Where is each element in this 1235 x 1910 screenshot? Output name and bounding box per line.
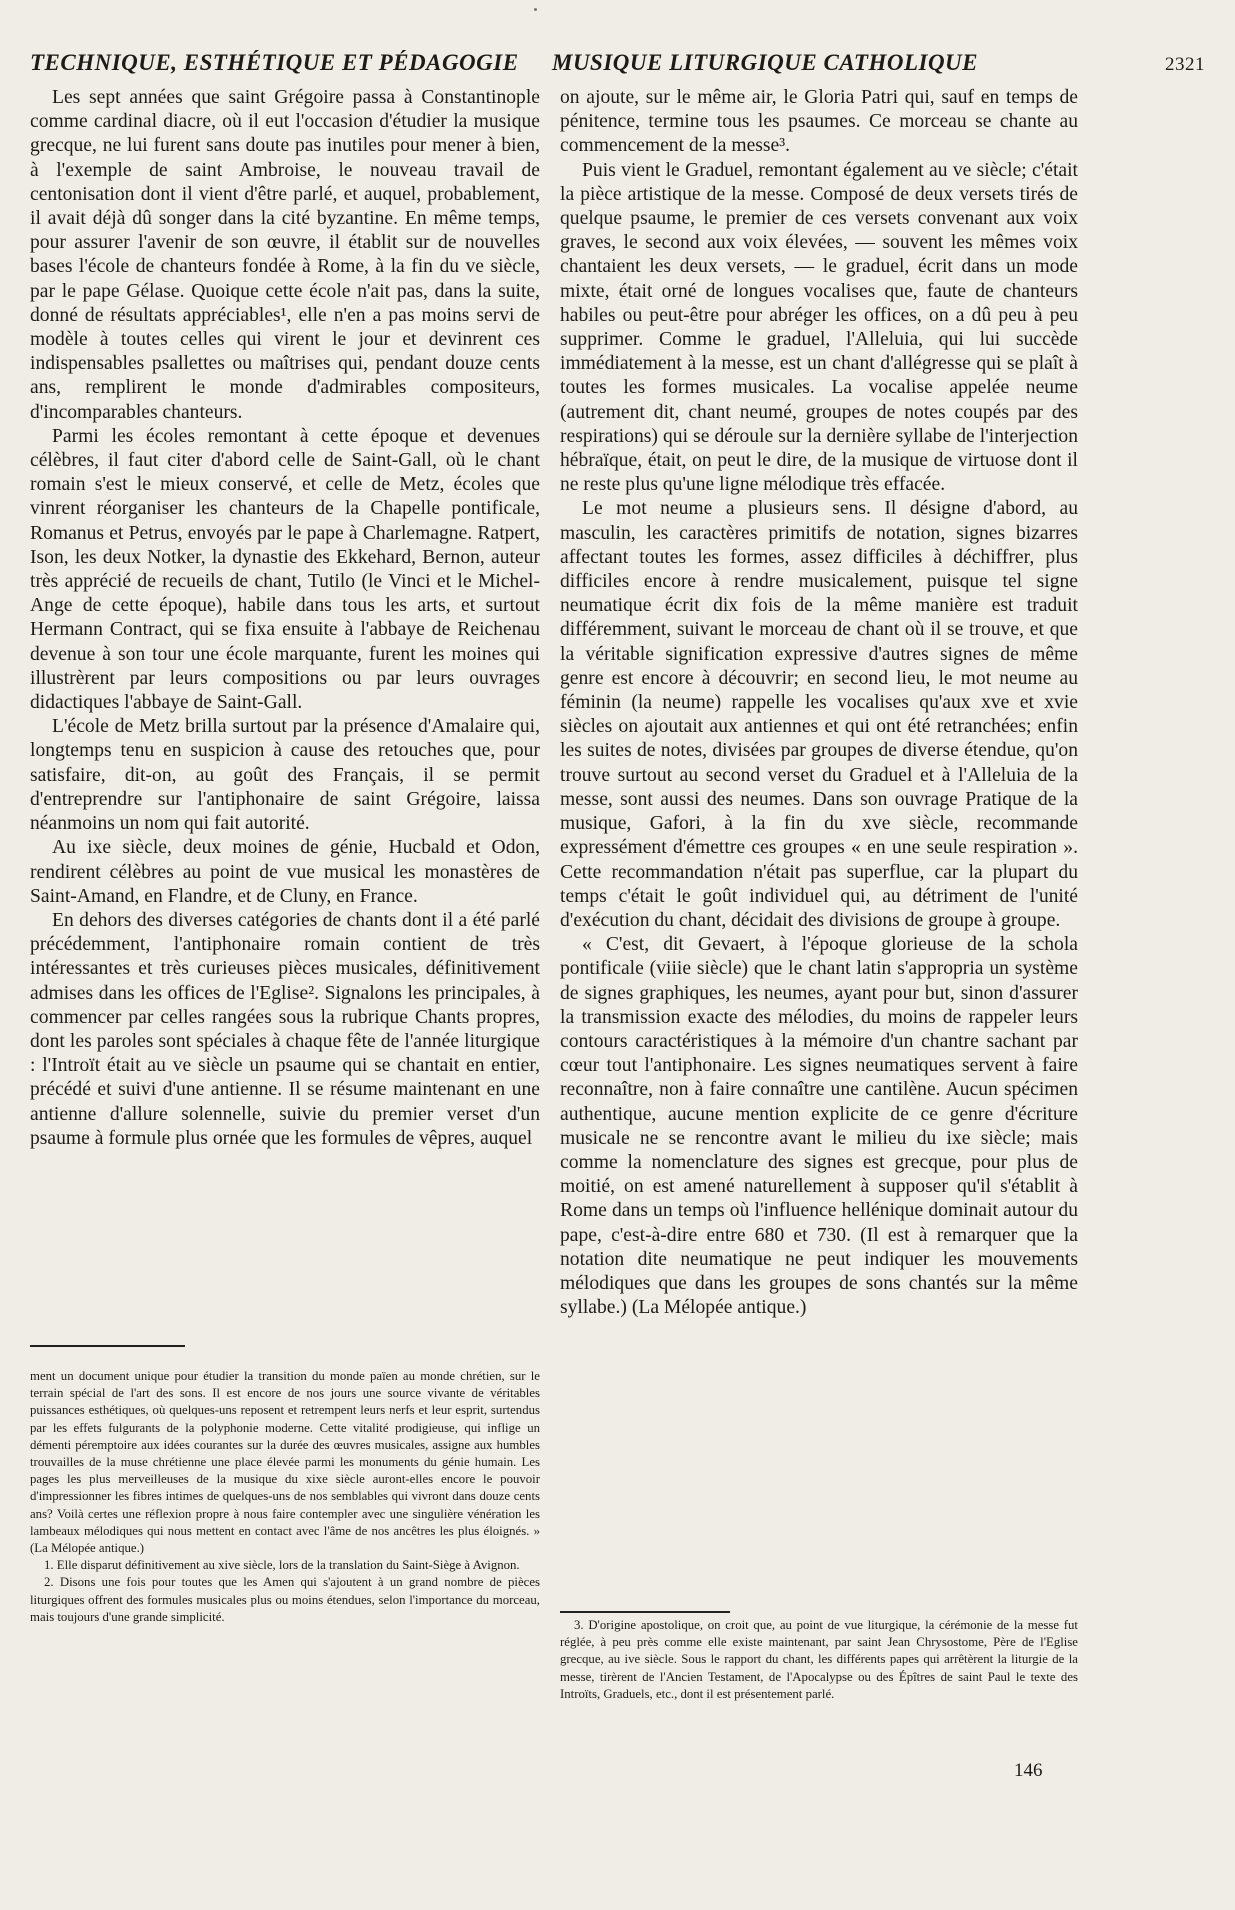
paragraph: Les sept années que saint Grégoire passa à Constantinople comme cardinal diacre, où il eut l'occasion d'étudier la musique grecque, ne lui furent sans doute pas inutiles pour mener à bien, à l'exemple de saint Ambroise, le nouveau travail de centonisation dont il vient d'être parlé, et auquel, probablement, il avait déjà dû songer dans la cité byzantine. En même temps, pour assurer l'avenir de son œuvre, il établit sur de nouvelles bases l'école de chanteurs fondée à Rome, à la fin du ve siècle, par le pape Gélase. Quoique cette école n'ait pas, dans la suite, donné de résultats appréciables¹, elle n'en a pas moins servi de modèle à toutes celles qui virent le jour et devinrent ces indispensables psallettes ou maîtrises qui, pendant douze cents ans, remplirent le monde d'admirables compositeurs, d'incomparables chanteurs.: [30, 87, 540, 423]
paragraph: Le mot neume a plusieurs sens. Il désigne d'abord, au masculin, les caractères primitifs de notation, signes bizarres affectant toutes les formes, assez difficiles à déchiffrer, plus difficiles encore à rendre musicalement, puisque tel signe neumatique écrit dix fois de la même manière est traduit différemment, suivant le morceau de chant où il se trouve, et que la véritable signification expressive d'autres signes de même genre est encore à découvrir; en second lieu, le mot neume au féminin (la neume) rappelle les vocalises qu'aux xve et xvie siècles on ajoutait aux antiennes et qui ont été retranchées; enfin les suites de notes, divisées par groupes de diverse étendue, qu'on trouve surtout au second verset du Graduel et à l'Alleluia de la messe, sont aussi des neumes. Dans son ouvrage Pratique de la musique, Gafori, à la fin du xve siècle, recommande expressément d'émettre ces groupes « en une seule respiration ». Cette recommandation n'était pas superflue, car la plupart du temps c'était le goût individuel qui, au détriment de l'unité d'exécution du chant, décidait des divisions de groupe à groupe.: [560, 498, 1078, 931]
paragraph: on ajoute, sur le même air, le Gloria Patri qui, sauf en temps de pénitence, termine tous les psaumes. Ce morceau se chante au commencement de la messe³.: [560, 87, 1078, 157]
footnote: 2. Disons une fois pour toutes que les Amen qui s'ajoutent à un grand nombre de pièces liturgiques offrent des formules musicales plus ou moins étendues, selon l'importance du morceau, mais toujours d'une grande simplicité.: [30, 1575, 540, 1624]
paragraph: Parmi les écoles remontant à cette époque et devenues célèbres, il faut citer d'abord celle de Saint-Gall, où le chant romain s'est le mieux conservé, et celle de Metz, écoles que vinrent réorganiser les chanteurs de la Chapelle pontificale, Romanus et Petrus, envoyés par le pape à Charlemagne. Ratpert, Ison, les deux Notker, la dynastie des Ekkehard, Bernon, auteur très apprécié de recueils de chant, Tutilo (le Vinci et le Michel-Ange de cette époque), habile dans tous les arts, et surtout Hermann Contract, qui se fixa ensuite à l'abbaye de Reichenau devenue à son tour une école marquante, furent les moines qui illustrèrent par leurs compositions ou par leurs ouvrages didactiques l'abbaye de Saint-Gall.: [30, 425, 540, 714]
left-footnotes: [30, 1368, 540, 1624]
right-footnotes: [560, 1617, 1078, 1737]
paragraph: En dehors des diverses catégories de chants dont il a été parlé précédemment, l'antiphonaire romain contient de très intéressantes et très curieuses pièces musicales, définitivement admises dans les offices de l'Eglise². Signalons les principales, à commencer par celles rangées sous la rubrique Chants propres, dont les paroles sont spéciales à chaque fête de l'année liturgique : l'Introït était au ve siècle un psaume qui se chantait en entier, précédé et suivi d'une antienne. Il se résume maintenant en une antienne d'allure solennelle, suivie du premier verset d'un psaume à formule plus ornée que les formules de vêpres, auquel: [30, 909, 540, 1149]
header-page-number: 2321: [1165, 54, 1205, 75]
running-header: [30, 42, 1205, 82]
right-column: [560, 86, 1078, 1606]
left-column: [30, 86, 540, 1334]
folio-number: 146: [1014, 1760, 1043, 1781]
paragraph: Au ixe siècle, deux moines de génie, Hucbald et Odon, rendirent célèbres au point de vue musical les monastères de Saint-Amand, en Flandre, et de Cluny, en France.: [30, 837, 540, 907]
footnote: 1. Elle disparut définitivement au xive siècle, lors de la translation du Saint-Siège à Avignon.: [44, 1558, 520, 1573]
paragraph: L'école de Metz brilla surtout par la présence d'Amalaire qui, longtemps tenu en suspicion à cause des retouches que, pour satisfaire, dit-on, au goût des Français, il se permit d'entreprendre sur l'antiphonaire de saint Grégoire, laissa néanmoins un nom qui fait autorité.: [30, 716, 540, 835]
footnote: ment un document unique pour étudier la transition du monde païen au monde chrétien, sur le terrain spécial de l'art des sons. Il est encore de nos jours une source vivante de véritables puissances esthétiques, où quelques-uns reposent et retrempent leurs nerfs et leur esprit, surtendus par les effets fulgurants de la polyphonie moderne. Cette vitalité prodigieuse, qui inflige un démenti péremptoire aux idées courantes sur la durée des œuvres musicales, assigne aux humbles trouvailles de la muse chrétienne une place élevée parmi les monuments du génie humain. Les pages les plus merveilleuses de la musique du xixe siècle auront-elles encore le pouvoir d'impressionner les fibres intimes de quelques-uns de nos semblables qui vivront dans douze cents ans? Voilà certes une réflexion propre à nous faire contempler avec une singulière vénération les lambeaux mélodiques qui nous mettent en contact avec l'âme de nos ancêtres les plus éloignés. » (La Mélopée antique.): [30, 1369, 540, 1556]
footnote-rule-left: [30, 1345, 185, 1347]
header-right-title: MUSIQUE LITURGIQUE CATHOLIQUE: [552, 50, 979, 75]
print-speck: [534, 8, 537, 11]
paragraph: Puis vient le Graduel, remontant également au ve siècle; c'était la pièce artistique de la messe. Composé de deux versets tirés de quelque psaume, le premier de ces versets convenant aux voix graves, le second aux voix élevées, — souvent les mêmes voix chantaient les deux versets, — le graduel, écrit dans un mode mixte, était orné de longues vocalises que, faute de chanteurs habiles ou peut-être pour abréger les offices, on a dû peu à peu supprimer. Comme le graduel, l'Alleluia, qui lui succède immédiatement à la messe, est un chant d'allégresse qui se plaît à toutes les formes musicales. La vocalise appelée neume (autrement dit, chant neumé, groupes de notes coupés par des respirations) qui se déroule sur la dernière syllabe de l'interjection hébraïque, était, on peut le dire, de la musique de virtuose dont il ne reste plus qu'une ligne mélodique très effacée.: [560, 159, 1078, 496]
footnote-rule-right: [560, 1611, 730, 1613]
header-left-title: TECHNIQUE, ESTHÉTIQUE ET PÉDAGOGIE: [30, 50, 519, 75]
paragraph: « C'est, dit Gevaert, à l'époque glorieuse de la schola pontificale (viiie siècle) que le chant latin s'appropria un système de signes graphiques, les neumes, ayant pour but, sinon d'assurer la transmission exacte des mélodies, du moins de rappeler leurs contours caractéristiques à la mémoire d'un chantre sachant par cœur tout l'antiphonaire. Les signes neumatiques servent à faire reconnaître, non à faire connaître une cantilène. Aucun spécimen authentique, aucune mention explicite de ce genre d'écriture musicale ne se rencontre avant le milieu du ixe siècle; mais comme la nomenclature des signes est grecque, pour plus de moitié, on est amené naturellement à supposer qu'il s'établit à Rome dans un temps où l'influence hellénique dominait autour du pape, c'est-à-dire entre 680 et 730. (Il est à remarquer que la notation dite neumatique ne peut indiquer les mouvements mélodiques que dans les groupes de sons chantés sur la même syllabe.) (La Mélopée antique.): [560, 934, 1078, 1319]
footnote: 3. D'origine apostolique, on croit que, au point de vue liturgique, la cérémonie de la messe fut réglée, à peu près comme elle existe maintenant, par saint Jean Chrysostome, Père de l'Eglise grecque, au ive siècle. Sous le rapport du chant, les différents papes qui arrêtèrent la liturgie de la messe, tirèrent de l'Ancien Testament, de l'Apocalypse ou des Épîtres de saint Paul le texte des Introïts, Graduels, etc., dont il est présentement parlé.: [560, 1618, 1078, 1701]
